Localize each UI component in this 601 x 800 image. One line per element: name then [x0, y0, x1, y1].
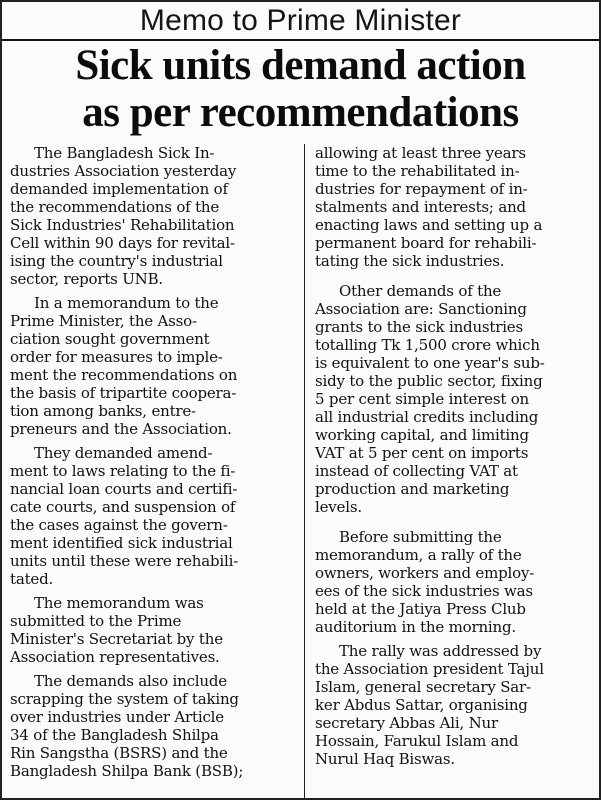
- paragraph: [10, 294, 296, 438]
- paragraph: [315, 642, 595, 768]
- paragraph: [10, 672, 296, 780]
- body-line: instead of collecting VAT at: [315, 462, 518, 480]
- body-line: order for measures to imple-: [10, 348, 223, 366]
- paragraph: [315, 144, 595, 270]
- body-line: allowing at least three years: [315, 144, 526, 162]
- body-line: working capital, and limiting: [315, 426, 529, 444]
- body-line: 34 of the Bangladesh Shilpa: [10, 726, 219, 744]
- body-line: is equivalent to one year's sub-: [315, 354, 545, 372]
- body-line: Nurul Haq Biswas.: [315, 750, 455, 768]
- body-line: ment the recommendations on: [10, 366, 238, 384]
- body-line: In a memorandum to the: [34, 294, 219, 312]
- body-line: sidy to the public sector, fixing: [315, 372, 543, 390]
- body-line: Rin Sangstha (BSRS) and the: [10, 744, 228, 762]
- paragraph: [10, 144, 296, 288]
- body-line: Association representatives.: [10, 648, 220, 666]
- body-line: the Association president Tajul: [315, 660, 544, 678]
- body-line: The demands also include: [34, 672, 227, 690]
- body-line: Sick Industries' Rehabilitation: [10, 216, 235, 234]
- body-line: auditorium in the morning.: [315, 618, 516, 636]
- body-line: permanent board for rehabili-: [315, 234, 537, 252]
- body-line: all industrial credits including: [315, 408, 539, 426]
- body-line: dustries for repayment of in-: [315, 180, 528, 198]
- body-line: the recommendations of the: [10, 198, 220, 216]
- body-line: nancial loan courts and certifi-: [10, 480, 238, 498]
- body-line: units until these were rehabili-: [10, 552, 239, 570]
- body-line: The Bangladesh Sick In-: [34, 144, 215, 162]
- body-line: ment identified sick industrial: [10, 534, 233, 552]
- body-line: submitted to the Prime: [10, 612, 182, 630]
- paragraph: [315, 282, 595, 516]
- body-line: the cases against the govern-: [10, 516, 228, 534]
- body-line: dustries Association yesterday: [10, 162, 237, 180]
- body-line: ising the country's industrial: [10, 252, 223, 270]
- body-line: Before submitting the: [339, 528, 502, 546]
- body-line: the basis of tripartite coopera-: [10, 384, 237, 402]
- headline-line-2: as per recommendations: [82, 89, 519, 136]
- body-line: Islam, general secretary Sar-: [315, 678, 531, 696]
- paragraph: [315, 528, 595, 636]
- body-line: Prime Minister, the Asso-: [10, 312, 197, 330]
- body-line: enacting laws and setting up a: [315, 216, 543, 234]
- body-line: ees of the sick industries was: [315, 582, 533, 600]
- body-line: secretary Abbas Ali, Nur: [315, 714, 498, 732]
- body-line: Cell within 90 days for revital-: [10, 234, 235, 252]
- body-line: sector, reports UNB.: [10, 270, 163, 288]
- body-line: demanded implementation of: [10, 180, 228, 198]
- paragraph: [10, 594, 296, 666]
- body-line: over industries under Article: [10, 708, 224, 726]
- body-line: The memorandum was: [34, 594, 204, 612]
- paragraph: [10, 444, 296, 588]
- paragraph-gap: [315, 516, 595, 528]
- body-line: ment to laws relating to the fi-: [10, 462, 236, 480]
- body-line: scrapping the system of taking: [10, 690, 239, 708]
- body-line: stalments and interests; and: [315, 198, 526, 216]
- body-line: preneurs and the Association.: [10, 420, 232, 438]
- kicker-bar: [2, 2, 599, 41]
- body-line: VAT at 5 per cent on imports: [315, 444, 529, 462]
- paragraph-gap: [315, 270, 595, 282]
- article-column-right: [315, 144, 595, 768]
- headline: [10, 42, 591, 136]
- body-line: ker Abdus Sattar, organising: [315, 696, 528, 714]
- body-line: Association are: Sanctioning: [315, 300, 527, 318]
- body-line: The rally was addressed by: [339, 642, 542, 660]
- kicker: Memo to Prime Minister: [139, 3, 462, 37]
- body-line: Hossain, Farukul Islam and: [315, 732, 519, 750]
- body-line: production and marketing: [315, 480, 510, 498]
- body-line: Bangladesh Shilpa Bank (BSB);: [10, 762, 244, 780]
- headline-line-1: Sick units demand action: [75, 42, 526, 89]
- body-line: time to the rehabilitated in-: [315, 162, 520, 180]
- body-line: totalling Tk 1,500 crore which: [315, 336, 540, 354]
- body-line: tion among banks, entre-: [10, 402, 196, 420]
- body-line: Minister's Secretariat by the: [10, 630, 223, 648]
- body-line: grants to the sick industries: [315, 318, 523, 336]
- body-line: Other demands of the: [339, 282, 502, 300]
- body-line: tated.: [10, 570, 54, 588]
- body-line: held at the Jatiya Press Club: [315, 600, 526, 618]
- body-line: tating the sick industries.: [315, 252, 505, 270]
- body-line: ciation sought government: [10, 330, 210, 348]
- body-line: levels.: [315, 498, 362, 516]
- body-line: They demanded amend-: [34, 444, 213, 462]
- body-line: 5 per cent simple interest on: [315, 390, 530, 408]
- body-line: owners, workers and employ-: [315, 564, 535, 582]
- body-line: cate courts, and suspension of: [10, 498, 236, 516]
- article-column-left: [10, 144, 305, 798]
- body-line: memorandum, a rally of the: [315, 546, 522, 564]
